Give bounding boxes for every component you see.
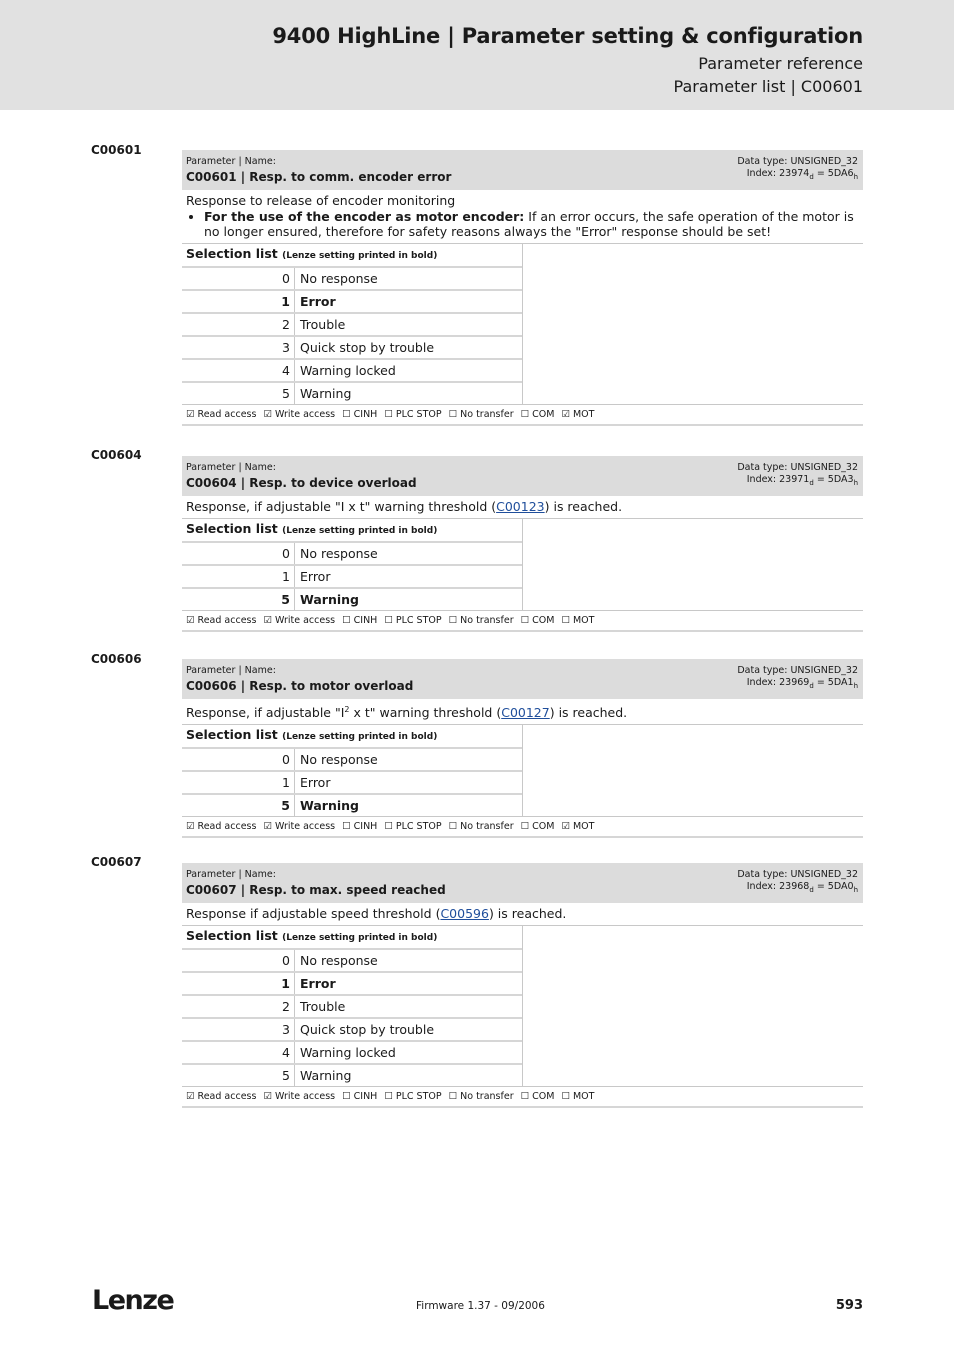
list-item: 5 Warning	[182, 795, 522, 816]
anchor-c00607: C00607	[91, 855, 142, 869]
selection-list	[182, 519, 863, 610]
chapter-title: Parameter reference	[698, 54, 863, 73]
data-type: Data type: UNSIGNED_32	[737, 665, 858, 676]
parameter-header	[182, 659, 863, 699]
document-title: 9400 HighLine | Parameter setting & configuration	[272, 24, 863, 48]
page-header	[0, 0, 954, 110]
parameter-description: Response, if adjustable "$I^2$ x t" warning threshold (C00127) is reached.	[182, 699, 863, 725]
selection-list-header: Selection list (Lenze setting printed in bold)	[182, 926, 522, 950]
parameter-label: Parameter | Name:	[186, 665, 276, 676]
parameter-description: Response, if adjustable "I x t" warning threshold (C00123) is reached.	[182, 496, 863, 519]
parameter-header	[182, 150, 863, 190]
link-c00123[interactable]: C00123	[496, 499, 545, 514]
list-item: 1 Error	[182, 291, 522, 314]
parameter-label: Parameter | Name:	[186, 869, 276, 880]
list-item: 0 No response	[182, 749, 522, 772]
description-bullet: • For the use of the encoder as motor encoder: If an error occurs, the safe operation of the motor is no longer ensured, therefore for safety reasons always the "Error" response should be set!	[204, 209, 859, 239]
parameter-block-c00606	[182, 659, 863, 838]
list-item: 0 No response	[182, 268, 522, 291]
parameter-header	[182, 863, 863, 903]
list-item: 1 Error	[182, 566, 522, 589]
list-item: 2 Trouble	[182, 314, 522, 337]
list-item: 1 Error	[182, 973, 522, 996]
list-item: 4 Warning locked	[182, 360, 522, 383]
selection-list	[182, 725, 863, 816]
list-item: 1 Error	[182, 772, 522, 795]
data-type: Data type: UNSIGNED_32	[737, 156, 858, 167]
list-item: 3 Quick stop by trouble	[182, 1019, 522, 1042]
access-flags: ☑ Read access ☑ Write access ☐ CINH ☐ PLC STOP ☐ No transfer ☐ COM ☐ MOT	[182, 1086, 863, 1108]
anchor-c00601: C00601	[91, 143, 142, 157]
parameter-index: Index: $23974_d = 5DA6_h$	[746, 168, 858, 181]
parameter-name: C00606 | Resp. to motor overload	[186, 679, 414, 693]
list-item: 5 Warning	[182, 383, 522, 404]
access-flags: ☑ Read access ☑ Write access ☐ CINH ☐ PLC STOP ☐ No transfer ☐ COM ☐ MOT	[182, 610, 863, 632]
parameter-description: Response to release of encoder monitoring • For the use of the encoder as motor encoder: If an error occurs, the safe operation of the motor is no longer ensured, therefore for safety reasons always the "Error" response should be set!	[182, 190, 863, 244]
selection-list	[182, 244, 863, 404]
parameter-name: C00607 | Resp. to max. speed reached	[186, 883, 446, 897]
list-item: 2 Trouble	[182, 996, 522, 1019]
selection-list-header: Selection list (Lenze setting printed in bold)	[182, 725, 522, 749]
lenze-logo: Lenze	[92, 1285, 174, 1316]
list-item: 4 Warning locked	[182, 1042, 522, 1065]
data-type: Data type: UNSIGNED_32	[737, 869, 858, 880]
parameter-name: C00601 | Resp. to comm. encoder error	[186, 170, 452, 184]
firmware-version: Firmware 1.37 - 09/2006	[416, 1300, 545, 1312]
access-flags: ☑ Read access ☑ Write access ☐ CINH ☐ PLC STOP ☐ No transfer ☐ COM ☑ MOT	[182, 404, 863, 426]
parameter-label: Parameter | Name:	[186, 156, 276, 167]
list-item: 0 No response	[182, 543, 522, 566]
list-item: 5 Warning	[182, 589, 522, 610]
selection-list-header: Selection list (Lenze setting printed in bold)	[182, 244, 522, 268]
data-type: Data type: UNSIGNED_32	[737, 462, 858, 473]
list-item: 0 No response	[182, 950, 522, 973]
page-number: 593	[835, 1298, 863, 1313]
parameter-label: Parameter | Name:	[186, 462, 276, 473]
access-flags: ☑ Read access ☑ Write access ☐ CINH ☐ PLC STOP ☐ No transfer ☐ COM ☑ MOT	[182, 816, 863, 838]
link-c00127[interactable]: C00127	[501, 705, 550, 721]
parameter-description: Response if adjustable speed threshold (C00596) is reached.	[182, 903, 863, 926]
selection-list	[182, 926, 863, 1086]
parameter-block-c00601	[182, 150, 863, 426]
parameter-index: Index: $23969_d = 5DA1_h$	[746, 677, 858, 690]
parameter-header	[182, 456, 863, 496]
parameter-block-c00607	[182, 863, 863, 1108]
parameter-block-c00604	[182, 456, 863, 632]
parameter-index: Index: $23968_d = 5DA0_h$	[746, 881, 858, 894]
anchor-c00604: C00604	[91, 448, 142, 462]
anchor-c00606: C00606	[91, 652, 142, 666]
link-c00596[interactable]: C00596	[440, 906, 489, 921]
parameter-index: Index: $23971_d = 5DA3_h$	[746, 474, 858, 487]
parameter-name: C00604 | Resp. to device overload	[186, 476, 417, 490]
list-item: 5 Warning	[182, 1065, 522, 1086]
list-item: 3 Quick stop by trouble	[182, 337, 522, 360]
selection-list-header: Selection list (Lenze setting printed in bold)	[182, 519, 522, 543]
section-title: Parameter list | C00601	[673, 77, 863, 96]
